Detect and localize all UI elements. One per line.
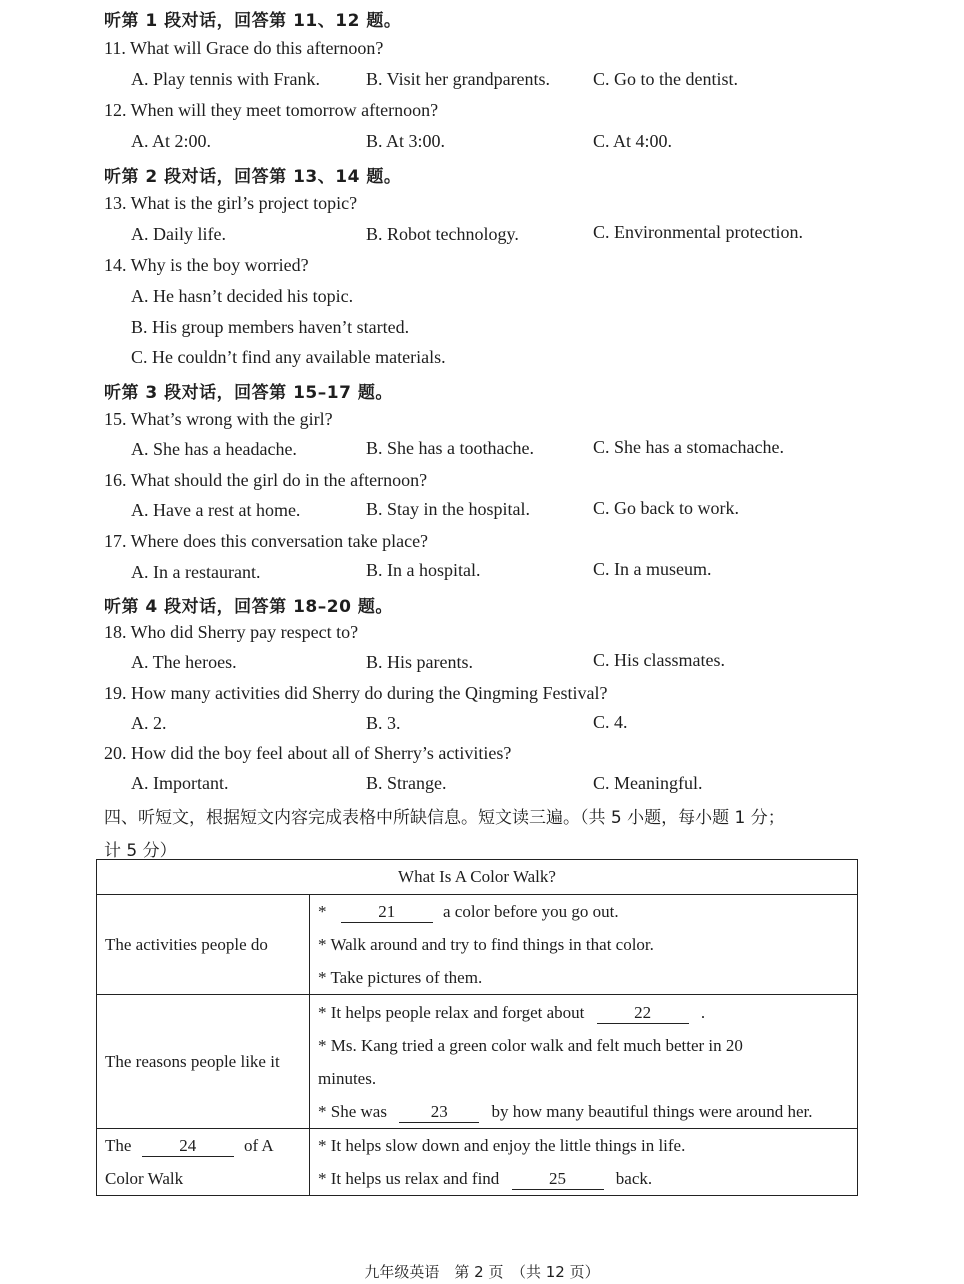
option-20a: A. Important. — [131, 773, 229, 793]
option-15b: B. She has a toothache. — [366, 438, 534, 458]
activity-2: * Walk around and try to find things in that color. — [318, 935, 654, 954]
blank-25[interactable]: 25 — [512, 1169, 604, 1190]
option-18b: B. His parents. — [366, 652, 473, 672]
row-activities-content — [310, 895, 858, 995]
blank-24[interactable]: 24 — [142, 1136, 234, 1157]
option-12b: B. At 3:00. — [366, 131, 446, 151]
question-16: 16. What should the girl do in the afternoon? — [104, 470, 428, 490]
option-19b: B. 3. — [366, 713, 401, 733]
option-17b: B. In a hospital. — [366, 560, 481, 580]
part4-instruction-cont: 计 5 分） — [104, 841, 177, 861]
question-12: 12. When will they meet tomorrow afternoon? — [104, 100, 439, 120]
option-14c: C. He couldn’t find any available materials. — [131, 347, 446, 367]
question-20: 20. How did the boy feel about all of Sherry’s activities? — [104, 743, 512, 763]
option-19c: C. 4. — [593, 712, 628, 732]
option-14b: B. His group members haven’t started. — [131, 317, 410, 337]
option-11c: C. Go to the dentist. — [593, 69, 738, 89]
option-13c: C. Environmental protection. — [593, 222, 803, 242]
question-17: 17. Where does this conversation take place? — [104, 531, 429, 551]
question-15: 15. What’s wrong with the girl? — [104, 409, 333, 429]
option-16a: A. Have a rest at home. — [131, 500, 301, 520]
question-11: 11. What will Grace do this afternoon? — [104, 38, 384, 58]
option-20b: B. Strange. — [366, 773, 447, 793]
option-18a: A. The heroes. — [131, 652, 237, 672]
section-heading-2: 听第 2 段对话，回答第 13、14 题。 — [104, 167, 402, 187]
section-heading-3: 听第 3 段对话，回答第 15–17 题。 — [104, 383, 393, 403]
reason-3-text: * She was — [318, 1101, 387, 1121]
option-14a: A. He hasn’t decided his topic. — [131, 286, 354, 306]
option-13b: B. Robot technology. — [366, 224, 519, 244]
reason-1-end: . — [700, 1002, 706, 1022]
benefit-2-end: back. — [615, 1169, 653, 1188]
benefits-label-pre: The — [105, 1136, 132, 1155]
question-19: 19. How many activities did Sherry do during the Qingming Festival? — [104, 683, 608, 703]
section-heading-1: 听第 1 段对话，回答第 11、12 题。 — [104, 11, 402, 31]
reason-2-line1: * Ms. Kang tried a green color walk and felt much better in 20 — [318, 1035, 743, 1055]
benefit-1: * It helps slow down and enjoy the little things in life. — [318, 1136, 686, 1155]
blank-21[interactable]: 21 — [341, 902, 433, 923]
option-15c: C. She has a stomachache. — [593, 437, 784, 457]
benefits-label-mid: of A — [243, 1136, 274, 1155]
option-13a: A. Daily life. — [131, 224, 226, 244]
option-17c: C. In a museum. — [593, 559, 712, 579]
page-footer: 九年级英语 第 2 页 （共 12 页） — [364, 1263, 600, 1281]
blank-23[interactable]: 23 — [399, 1102, 479, 1123]
row-activities-label: The activities people do — [97, 895, 310, 995]
option-19a: A. 2. — [131, 713, 167, 733]
section-heading-4: 听第 4 段对话，回答第 18–20 题。 — [104, 597, 393, 617]
question-13: 13. What is the girl’s project topic? — [104, 193, 358, 213]
option-12a: A. At 2:00. — [131, 131, 212, 151]
benefits-label-post: Color Walk — [105, 1169, 184, 1188]
reason-3-end: by how many beautiful things were around her. — [491, 1101, 813, 1121]
reason-1-text: * It helps people relax and forget about — [318, 1002, 585, 1022]
option-15a: A. She has a headache. — [131, 439, 297, 459]
option-16b: B. Stay in the hospital. — [366, 499, 530, 519]
option-11a: A. Play tennis with Frank. — [131, 69, 320, 89]
option-17a: A. In a restaurant. — [131, 562, 261, 582]
option-11b: B. Visit her grandparents. — [366, 69, 551, 89]
option-12c: C. At 4:00. — [593, 131, 673, 151]
row-benefits-label — [97, 1129, 310, 1196]
row-reasons-label: The reasons people like it — [97, 995, 310, 1129]
color-walk-table — [96, 859, 858, 1196]
question-14: 14. Why is the boy worried? — [104, 255, 309, 275]
blank-22[interactable]: 22 — [597, 1003, 689, 1024]
option-20c: C. Meaningful. — [593, 773, 703, 793]
bullet: * — [318, 902, 327, 921]
question-18: 18. Who did Sherry pay respect to? — [104, 622, 359, 642]
table-title: What Is A Color Walk? — [97, 860, 858, 895]
activity-3: * Take pictures of them. — [318, 968, 483, 987]
reason-2-line2: minutes. — [318, 1068, 377, 1088]
part4-instruction: 四、听短文，根据短文内容完成表格中所缺信息。短文读三遍。（共 5 小题，每小题 1 分； — [104, 808, 785, 828]
benefit-2-text: * It helps us relax and find — [318, 1169, 500, 1188]
option-18c: C. His classmates. — [593, 650, 725, 670]
row-reasons-content — [310, 995, 858, 1129]
option-16c: C. Go back to work. — [593, 498, 739, 518]
activity-1-text: a color before you go out. — [443, 902, 619, 921]
row-benefits-content — [310, 1129, 858, 1196]
